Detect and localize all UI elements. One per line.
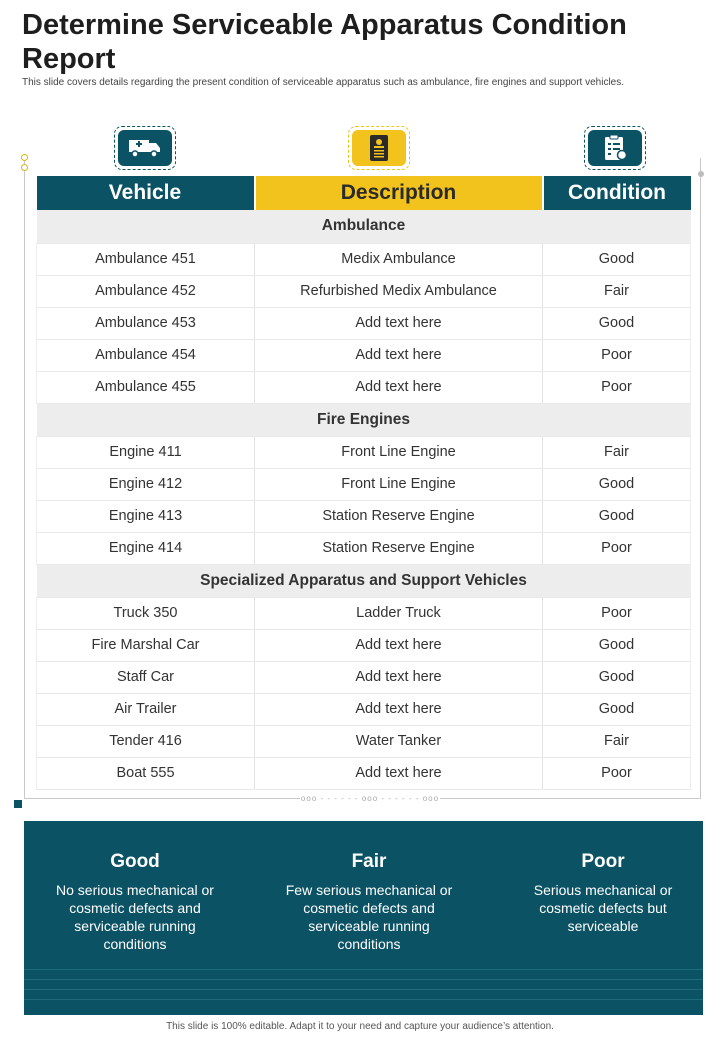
description-cell: Add text here [255,693,543,725]
table-row [37,532,691,564]
vehicle-cell: Ambulance 452 [37,275,255,307]
condition-cell: Good [543,661,691,693]
page-title: Determine Serviceable Apparatus Condition Report [22,9,627,75]
vehicle-cell: Engine 413 [37,500,255,532]
legend-fair-text: Few serious mechanical or cosmetic defects and serviceable running conditions [285,882,453,952]
vehicle-cell: Tender 416 [37,725,255,757]
table-row [37,307,691,339]
condition-cell: Poor [543,339,691,371]
condition-cell: Fair [543,275,691,307]
vehicle-cell: Boat 555 [37,757,255,789]
condition-cell: Fair [543,725,691,757]
header-condition: Condition [543,176,691,210]
description-cell: Station Reserve Engine [255,500,543,532]
legend-good-text: No serious mechanical or cosmetic defects and serviceable running conditions [56,882,214,952]
condition-icon-box [584,126,646,170]
description-cell: Add text here [255,307,543,339]
description-icon-box [348,126,410,170]
legend-poor-title: Poor [581,851,625,872]
section-label: Ambulance [37,210,691,243]
legend-fair [278,851,460,953]
legend-poor [518,851,688,935]
footer-note: This slide is 100% editable. Adapt it to your need and capture your audience’s attention. [166,1021,554,1032]
frame-dot [21,164,28,171]
table-header-row [37,176,691,210]
condition-legend [24,821,703,1015]
legend-stripe [24,969,703,970]
table-row [37,243,691,275]
description-cell: Add text here [255,661,543,693]
vehicle-cell: Fire Marshal Car [37,629,255,661]
description-cell: Add text here [255,371,543,403]
ambulance-truck-icon [128,137,162,159]
condition-cell: Poor [543,371,691,403]
description-cell: Front Line Engine [255,468,543,500]
vehicle-cell: Truck 350 [37,597,255,629]
vehicle-cell: Engine 411 [37,436,255,468]
legend-fair-title: Fair [351,851,387,872]
condition-cell: Good [543,243,691,275]
vehicle-cell: Ambulance 454 [37,339,255,371]
table-row [37,500,691,532]
description-cell: Water Tanker [255,725,543,757]
description-cell: Ladder Truck [255,597,543,629]
legend-stripe [24,989,703,990]
description-cell: Medix Ambulance [255,243,543,275]
vehicle-cell: Staff Car [37,661,255,693]
table-row [37,757,691,789]
vehicle-cell: Ambulance 453 [37,307,255,339]
description-cell: Refurbished Medix Ambulance [255,275,543,307]
description-cell: Add text here [255,629,543,661]
table-row [37,693,691,725]
vehicle-icon-box [114,126,176,170]
section-row-ambulance [37,210,691,243]
condition-cell: Good [543,693,691,725]
section-row-specialized [37,564,691,597]
condition-cell: Poor [543,532,691,564]
table-row [37,661,691,693]
description-cell: Station Reserve Engine [255,532,543,564]
frame-ornament: ooo - - - - - - ooo - - - - - - ooo [300,794,440,803]
condition-cell: Good [543,307,691,339]
vehicle-cell: Ambulance 455 [37,371,255,403]
vehicle-cell: Air Trailer [37,693,255,725]
condition-cell: Good [543,629,691,661]
legend-stripe [24,999,703,1000]
frame-dot [21,154,28,161]
description-cell: Front Line Engine [255,436,543,468]
section-row-fire-engines [37,403,691,436]
clipboard-checklist-icon [602,134,628,162]
condition-cell: Good [543,468,691,500]
legend-poor-text: Serious mechanical or cosmetic defects but serviceable [533,882,673,934]
condition-cell: Poor [543,597,691,629]
description-cell: Add text here [255,339,543,371]
table-row [37,339,691,371]
id-card-icon [368,134,390,162]
table-row [37,597,691,629]
header-description: Description [255,176,543,210]
condition-cell: Poor [543,757,691,789]
frame-dot [698,171,704,177]
vehicle-cell: Engine 414 [37,532,255,564]
condition-cell: Fair [543,436,691,468]
apparatus-table [36,176,691,790]
header-vehicle: Vehicle [37,176,255,210]
table-row [37,468,691,500]
condition-cell: Good [543,500,691,532]
vehicle-cell: Ambulance 451 [37,243,255,275]
vehicle-cell: Engine 412 [37,468,255,500]
table-row [37,629,691,661]
page-subtitle: This slide covers details regarding the present condition of serviceable apparatus such as ambulance, fire engines and support vehicles. [22,77,625,88]
table-row [37,275,691,307]
table-row [37,725,691,757]
section-label: Specialized Apparatus and Support Vehicles [37,564,691,597]
legend-good [44,851,226,953]
table-row [37,436,691,468]
legend-stripe [24,979,703,980]
section-label: Fire Engines [37,403,691,436]
table-row [37,371,691,403]
description-cell: Add text here [255,757,543,789]
legend-good-title: Good [110,851,160,872]
frame-square [14,800,22,808]
